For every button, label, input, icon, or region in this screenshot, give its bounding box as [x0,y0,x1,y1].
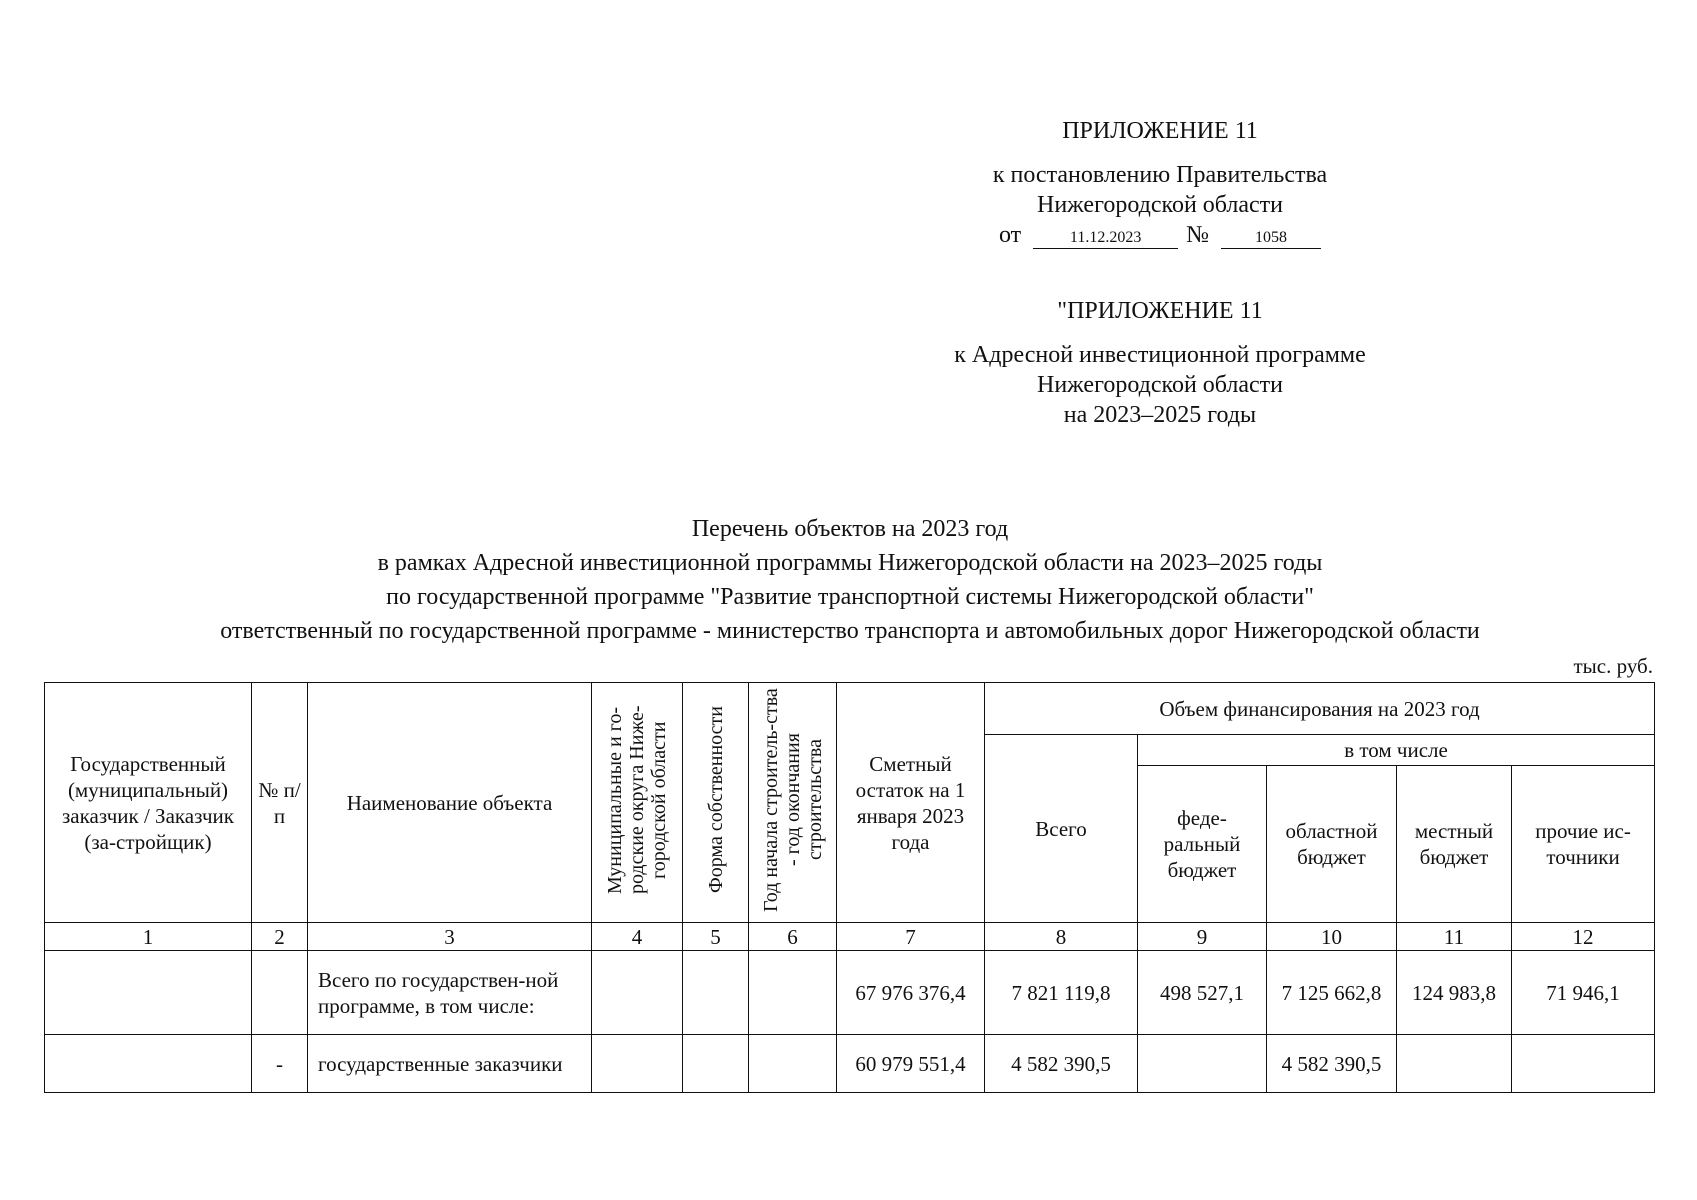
column-number: 12 [1512,923,1655,951]
cell-customer [45,951,252,1035]
appendix-line-2: Нижегородской области [1036,192,1284,218]
program-appendix-title: "ПРИЛОЖЕНИЕ 11 [1057,298,1263,324]
cell-local [1397,1035,1512,1093]
column-number: 7 [837,923,985,951]
program-line-1: к Адресной инвестиционной программе [954,342,1366,368]
column-numbers-row [45,923,1655,951]
list-title-line-3: по государственной программе "Развитие транспортной системы Нижегородской области" [386,584,1314,610]
list-title [60,512,1640,648]
program-line-2: Нижегородской области [1036,372,1284,398]
header-including: в том числе [1138,735,1655,766]
column-number: 9 [1138,923,1267,951]
cell-other [1512,1035,1655,1093]
cell-districts [592,951,683,1035]
cell-federal [1138,1035,1267,1093]
cell-ownership [683,1035,749,1093]
cell-estimate: 60 979 551,4 [837,1035,985,1093]
header-districts-text: Муниципальные и го-родские округа Ниже-городской области [604,705,670,894]
header-years-text: Год начала строитель-ства - год окончания строительства [759,687,826,912]
list-title-line-4: ответственный по государственной программе - министерство транспорта и автомобильных дорог Нижегородской области [220,618,1480,644]
program-header [880,296,1440,430]
column-number: 2 [252,923,308,951]
header-num: № п/п [252,683,308,923]
cell-ownership [683,951,749,1035]
header-federal: феде-ральный бюджет [1138,766,1267,923]
list-title-line-2: в рамках Адресной инвестиционной программы Нижегородской области на 2023–2025 годы [377,550,1323,576]
objects-table [44,682,1655,1093]
cell-districts [592,1035,683,1093]
header-ownership [683,683,749,923]
column-number: 5 [683,923,749,951]
cell-estimate: 67 976 376,4 [837,951,985,1035]
list-title-line-1: Перечень объектов на 2023 год [691,516,1009,542]
header-regional: областной бюджет [1267,766,1397,923]
cell-years [749,951,837,1035]
cell-federal: 498 527,1 [1138,951,1267,1035]
units-label: тыс. руб. [1573,654,1653,678]
header-years [749,683,837,923]
cell-customer [45,1035,252,1093]
cell-object-name: Всего по государствен-ной программе, в том числе: [308,951,592,1035]
cell-regional: 4 582 390,5 [1267,1035,1397,1093]
table-row [45,951,1655,1035]
cell-num [252,951,308,1035]
cell-object-name: государственные заказчики [308,1035,592,1093]
date-prefix: от [998,222,1022,248]
header-funding: Объем финансирования на 2023 год [985,683,1655,735]
cell-total: 7 821 119,8 [985,951,1138,1035]
column-number: 3 [308,923,592,951]
cell-total: 4 582 390,5 [985,1035,1138,1093]
column-number: 4 [592,923,683,951]
column-number: 8 [985,923,1138,951]
program-line-3: на 2023–2025 годы [1063,402,1257,428]
column-number: 10 [1267,923,1397,951]
column-number: 1 [45,923,252,951]
appendix-line-1: к постановлению Правительства [992,162,1328,188]
cell-local: 124 983,8 [1397,951,1512,1035]
header-ownership-text: Форма собственности [704,706,727,893]
header-other: прочие ис-точники [1512,766,1655,923]
header-object-name: Наименование объекта [308,683,592,923]
cell-num: - [252,1035,308,1093]
column-number: 6 [749,923,837,951]
cell-regional: 7 125 662,8 [1267,951,1397,1035]
cell-other: 71 946,1 [1512,951,1655,1035]
decree-number: 1058 [1221,228,1321,249]
appendix-header [880,116,1440,250]
decree-date-line [880,220,1440,250]
header-customer: Государственный (муниципальный) заказчик / Заказчик (за-стройщик) [45,683,252,923]
header-total: Всего [985,735,1138,923]
header-districts [592,683,683,923]
table-row [45,1035,1655,1093]
appendix-title: ПРИЛОЖЕНИЕ 11 [1062,118,1258,144]
header-estimate: Сметный остаток на 1 января 2023 года [837,683,985,923]
header-local: местный бюджет [1397,766,1512,923]
cell-years [749,1035,837,1093]
column-number: 11 [1397,923,1512,951]
decree-date: 11.12.2023 [1033,228,1178,249]
number-sign: № [1186,222,1210,248]
